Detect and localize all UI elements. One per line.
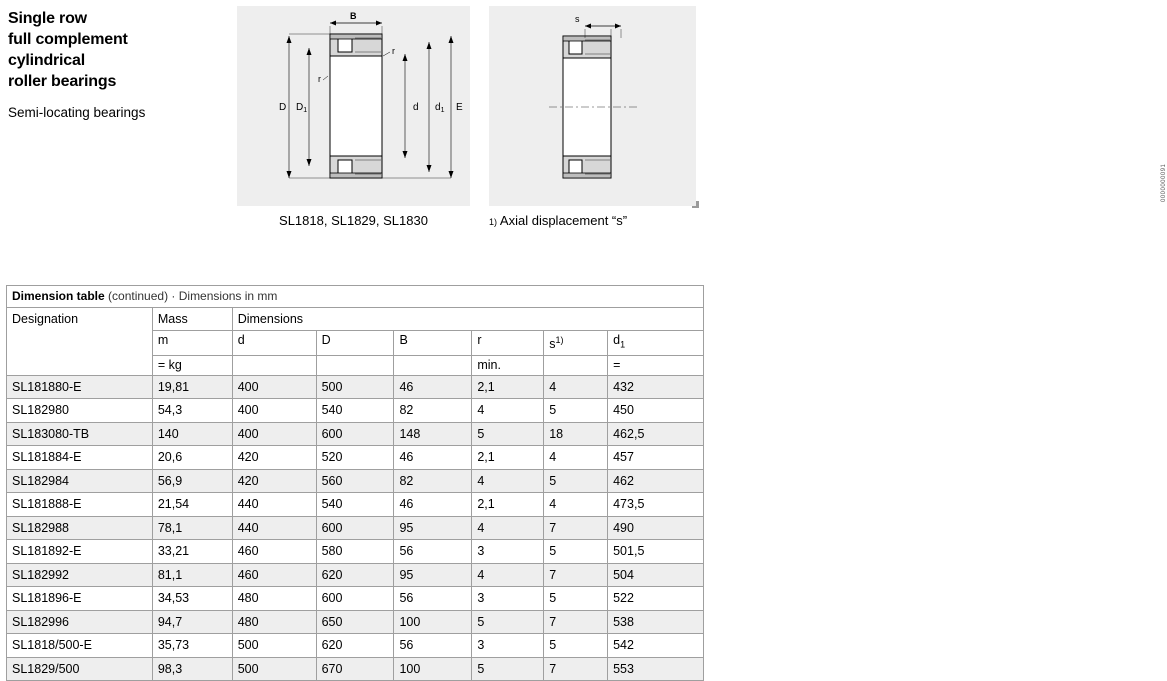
cell-mass: 94,7 — [152, 610, 232, 634]
cell-d1: 504 — [608, 563, 704, 587]
table-title-rest: (continued) · Dimensions in mm — [108, 289, 278, 303]
table-title-cell — [7, 286, 704, 308]
header-sym-d1 — [608, 331, 704, 356]
table-row — [7, 540, 704, 564]
table-row — [7, 610, 704, 634]
svg-text:d: d — [413, 102, 419, 113]
cell-d1: 538 — [608, 610, 704, 634]
table-header-row-1 — [7, 308, 704, 331]
cell-B: 56 — [394, 634, 472, 658]
cell-B: 100 — [394, 657, 472, 681]
cell-designation: SL181896-E — [7, 587, 153, 611]
cell-mass: 140 — [152, 422, 232, 446]
cell-s: 7 — [544, 563, 608, 587]
header-sym-s-footnote: 1) — [555, 335, 564, 345]
cell-D: 600 — [316, 587, 394, 611]
table-row — [7, 375, 704, 399]
cell-s: 18 — [544, 422, 608, 446]
cell-r: 4 — [472, 469, 544, 493]
cell-d1: 457 — [608, 446, 704, 470]
table-row — [7, 563, 704, 587]
cell-designation: SL181880-E — [7, 375, 153, 399]
cell-d: 440 — [232, 516, 316, 540]
table-title-bold: Dimension table — [12, 289, 105, 303]
cell-r: 3 — [472, 634, 544, 658]
header-note-B — [394, 355, 472, 375]
cell-designation: SL181884-E — [7, 446, 153, 470]
cell-B: 56 — [394, 540, 472, 564]
cell-designation: SL1818/500-E — [7, 634, 153, 658]
svg-text:E: E — [456, 102, 463, 113]
cell-D: 670 — [316, 657, 394, 681]
cell-B: 95 — [394, 563, 472, 587]
cell-r: 4 — [472, 516, 544, 540]
page-subtitle: Semi-locating bearings — [8, 105, 146, 120]
cell-mass: 98,3 — [152, 657, 232, 681]
header-sym-s — [544, 331, 608, 356]
cell-d1: 501,5 — [608, 540, 704, 564]
cell-designation: SL182984 — [7, 469, 153, 493]
cell-mass: 56,9 — [152, 469, 232, 493]
cell-r: 5 — [472, 422, 544, 446]
cell-d: 460 — [232, 540, 316, 564]
cell-D: 650 — [316, 610, 394, 634]
bearing-drawing-1 — [237, 6, 470, 206]
cell-D: 500 — [316, 375, 394, 399]
page-title — [8, 8, 228, 121]
cell-D: 620 — [316, 563, 394, 587]
svg-text:r: r — [392, 46, 395, 56]
table-row — [7, 587, 704, 611]
cell-d1: 432 — [608, 375, 704, 399]
cell-B: 46 — [394, 446, 472, 470]
dimension-table — [6, 285, 704, 681]
cell-designation: SL182980 — [7, 399, 153, 423]
cell-d1: 553 — [608, 657, 704, 681]
cell-d1: 462 — [608, 469, 704, 493]
cell-d: 420 — [232, 446, 316, 470]
cell-r: 5 — [472, 610, 544, 634]
header-note-r: min. — [472, 355, 544, 375]
top-section — [0, 0, 1167, 248]
cell-D: 600 — [316, 422, 394, 446]
figure-2-caption-text: Axial displacement “s” — [499, 213, 628, 228]
cell-r: 4 — [472, 563, 544, 587]
cell-mass: 54,3 — [152, 399, 232, 423]
header-mass-unit: = kg — [152, 355, 232, 375]
cell-d1: 542 — [608, 634, 704, 658]
cell-designation: SL181888-E — [7, 493, 153, 517]
cell-r: 3 — [472, 587, 544, 611]
cell-r: 4 — [472, 399, 544, 423]
cell-r: 2,1 — [472, 493, 544, 517]
dimension-table-wrapper — [6, 285, 704, 681]
cell-d: 480 — [232, 587, 316, 611]
bearing-drawing-2 — [489, 6, 696, 206]
cell-d: 480 — [232, 610, 316, 634]
header-note-D — [316, 355, 394, 375]
footnote-marker: 1) — [489, 217, 498, 227]
svg-text:r: r — [318, 74, 321, 84]
cell-B: 82 — [394, 469, 472, 493]
cell-d: 400 — [232, 375, 316, 399]
cell-mass: 21,54 — [152, 493, 232, 517]
cell-mass: 33,21 — [152, 540, 232, 564]
cell-D: 540 — [316, 493, 394, 517]
cell-designation: SL1829/500 — [7, 657, 153, 681]
cell-mass: 81,1 — [152, 563, 232, 587]
cell-mass: 20,6 — [152, 446, 232, 470]
header-dimensions: Dimensions — [232, 308, 703, 331]
cell-mass: 34,53 — [152, 587, 232, 611]
title-line-2: full complement — [8, 31, 128, 48]
table-row — [7, 634, 704, 658]
table-row — [7, 446, 704, 470]
cell-B: 100 — [394, 610, 472, 634]
svg-text:D: D — [279, 102, 287, 113]
table-row — [7, 469, 704, 493]
cell-B: 95 — [394, 516, 472, 540]
title-line-3: cylindrical — [8, 52, 85, 69]
cell-s: 7 — [544, 516, 608, 540]
table-row — [7, 399, 704, 423]
table-row — [7, 422, 704, 446]
header-sym-r: r — [472, 331, 544, 356]
cell-s: 5 — [544, 634, 608, 658]
cell-D: 520 — [316, 446, 394, 470]
cell-designation: SL182992 — [7, 563, 153, 587]
cell-r: 2,1 — [472, 446, 544, 470]
table-title-band — [7, 286, 704, 308]
cell-mass: 19,81 — [152, 375, 232, 399]
cell-d1: 462,5 — [608, 422, 704, 446]
cell-d: 400 — [232, 399, 316, 423]
cell-s: 5 — [544, 540, 608, 564]
cell-d: 460 — [232, 563, 316, 587]
header-mass: Mass — [152, 308, 232, 331]
header-sym-d1-text: d — [613, 333, 621, 347]
cell-s: 5 — [544, 399, 608, 423]
header-designation: Designation — [7, 308, 153, 376]
cell-d: 500 — [232, 634, 316, 658]
cell-mass: 78,1 — [152, 516, 232, 540]
cell-B: 148 — [394, 422, 472, 446]
header-note-d — [232, 355, 316, 375]
cell-s: 5 — [544, 469, 608, 493]
svg-text:d1: $d_1$ — [435, 102, 445, 114]
cell-d1: 490 — [608, 516, 704, 540]
cell-designation: SL181892-E — [7, 540, 153, 564]
header-mass-symbol: m — [152, 331, 232, 356]
header-sym-s-text: s — [549, 337, 556, 352]
cell-d1: 450 — [608, 399, 704, 423]
title-line-4: roller bearings — [8, 73, 117, 90]
cell-s: 5 — [544, 587, 608, 611]
cell-D: 540 — [316, 399, 394, 423]
cell-r: 3 — [472, 540, 544, 564]
svg-text:s: s — [575, 14, 580, 24]
cell-d: 500 — [232, 657, 316, 681]
cell-d: 400 — [232, 422, 316, 446]
title-line-1: Single row — [8, 10, 87, 27]
cell-s: 4 — [544, 375, 608, 399]
cell-r: 5 — [472, 657, 544, 681]
cell-mass: 35,73 — [152, 634, 232, 658]
cell-D: 620 — [316, 634, 394, 658]
header-note-d1: = — [608, 355, 704, 375]
table-row — [7, 657, 704, 681]
figure-1-caption: SL1818, SL1829, SL1830 — [279, 213, 428, 228]
cell-designation: SL182988 — [7, 516, 153, 540]
header-sym-B: B — [394, 331, 472, 356]
cell-s: 4 — [544, 446, 608, 470]
cell-d: 440 — [232, 493, 316, 517]
cell-s: 4 — [544, 493, 608, 517]
table-row — [7, 516, 704, 540]
cell-designation: SL182996 — [7, 610, 153, 634]
figure-2-code: 0000000091 — [1161, 163, 1167, 202]
cell-d: 420 — [232, 469, 316, 493]
cell-d1: 522 — [608, 587, 704, 611]
svg-text:B: B — [350, 11, 357, 21]
table-row — [7, 493, 704, 517]
cell-designation: SL183080-TB — [7, 422, 153, 446]
cell-D: 600 — [316, 516, 394, 540]
cell-s: 7 — [544, 657, 608, 681]
cell-D: 580 — [316, 540, 394, 564]
cell-s: 7 — [544, 610, 608, 634]
cell-B: 56 — [394, 587, 472, 611]
cell-B: 82 — [394, 399, 472, 423]
header-sym-D: D — [316, 331, 394, 356]
figure-bearing-cross-section-2 — [489, 6, 1167, 206]
svg-text:D1: $D_1$ — [296, 102, 308, 114]
cell-D: 560 — [316, 469, 394, 493]
cell-B: 46 — [394, 375, 472, 399]
cell-B: 46 — [394, 493, 472, 517]
header-note-s — [544, 355, 608, 375]
header-sym-d: d — [232, 331, 316, 356]
cell-r: 2,1 — [472, 375, 544, 399]
cell-d1: 473,5 — [608, 493, 704, 517]
header-sym-d1-sub: 1 — [620, 339, 626, 350]
figure-2-caption — [489, 213, 704, 228]
figure-bearing-cross-section-1 — [237, 6, 470, 206]
